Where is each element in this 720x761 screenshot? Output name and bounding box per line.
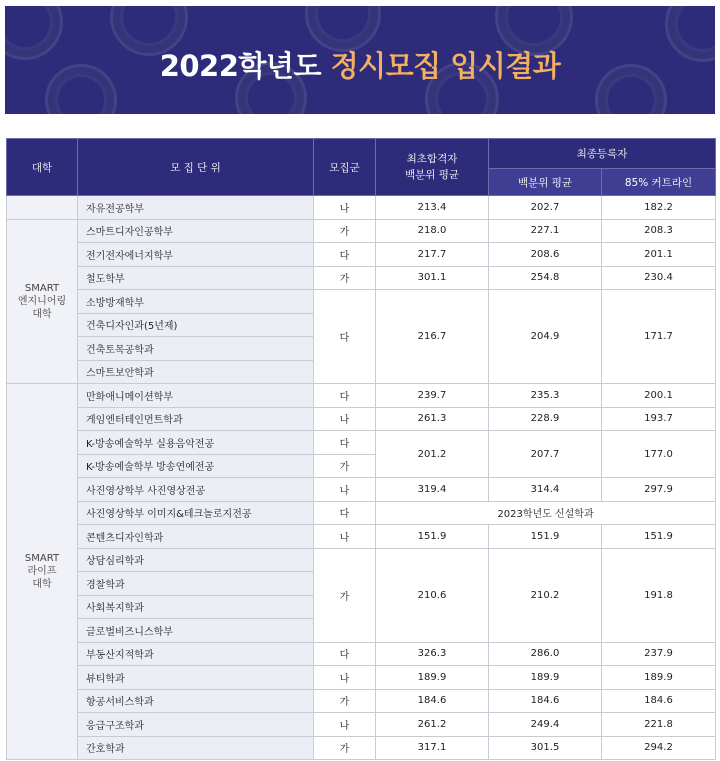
- unit-cell: 게임엔터테인먼트학과: [78, 407, 314, 431]
- registered-avg-cell: 208.6: [489, 243, 602, 267]
- first-pass-cell: 218.0: [376, 219, 489, 243]
- registered-cut-cell: 193.7: [602, 407, 716, 431]
- unit-cell: 콘텐츠디자인학과: [78, 525, 314, 549]
- unit-cell: 경찰학과: [78, 572, 314, 596]
- group-cell: 나: [314, 525, 376, 549]
- registered-avg-cell: 249.4: [489, 713, 602, 737]
- table-row: [7, 736, 716, 760]
- unit-cell: K-방송예술학부 실용음악전공: [78, 431, 314, 455]
- registered-avg-cell: 314.4: [489, 478, 602, 502]
- unit-cell: 전기전자에너지학부: [78, 243, 314, 267]
- table-row: [7, 478, 716, 502]
- college-cell-engineering: SMART 엔지니어링 대학: [7, 219, 78, 384]
- unit-cell: 건축디자인과(5년제): [78, 313, 314, 337]
- registered-avg-cell: 207.7: [489, 431, 602, 478]
- group-cell: 가: [314, 548, 376, 642]
- header-unit: 모 집 단 위: [78, 139, 314, 196]
- registered-avg-cell: 301.5: [489, 736, 602, 760]
- first-pass-cell: 319.4: [376, 478, 489, 502]
- registered-cut-cell: 201.1: [602, 243, 716, 267]
- header-group: 모집군: [314, 139, 376, 196]
- title-banner: [5, 6, 715, 114]
- registered-avg-cell: 151.9: [489, 525, 602, 549]
- registered-avg-cell: 189.9: [489, 666, 602, 690]
- group-cell: 다: [314, 501, 376, 525]
- unit-cell: 소방방재학부: [78, 290, 314, 314]
- title-main: 정시모집 입시결과: [330, 49, 561, 83]
- header-registered: 최종등록자: [489, 139, 716, 169]
- table-row: [7, 219, 716, 243]
- table-row: [7, 290, 716, 314]
- registered-avg-cell: 235.3: [489, 384, 602, 408]
- unit-cell: 뷰티학과: [78, 666, 314, 690]
- group-cell: 가: [314, 454, 376, 478]
- group-cell: 다: [314, 431, 376, 455]
- table-row: [7, 196, 716, 220]
- unit-cell: K-방송예술학부 방송연예전공: [78, 454, 314, 478]
- unit-cell: 건축토목공학과: [78, 337, 314, 361]
- registered-avg-cell: 210.2: [489, 548, 602, 642]
- first-pass-cell: 151.9: [376, 525, 489, 549]
- registered-cut-cell: 191.8: [602, 548, 716, 642]
- first-pass-cell: 189.9: [376, 666, 489, 690]
- registered-avg-cell: 204.9: [489, 290, 602, 384]
- group-cell: 다: [314, 384, 376, 408]
- group-cell: 다: [314, 642, 376, 666]
- group-cell: 가: [314, 736, 376, 760]
- group-cell: 다: [314, 290, 376, 384]
- unit-cell: 만화애니메이션학부: [78, 384, 314, 408]
- first-pass-cell: 201.2: [376, 431, 489, 478]
- registered-cut-cell: 200.1: [602, 384, 716, 408]
- first-pass-cell: 216.7: [376, 290, 489, 384]
- first-pass-cell: 261.3: [376, 407, 489, 431]
- registered-cut-cell: 189.9: [602, 666, 716, 690]
- unit-cell: 철도학부: [78, 266, 314, 290]
- registered-avg-cell: 286.0: [489, 642, 602, 666]
- unit-cell: 사진영상학부 이미지&테크놀로지전공: [78, 501, 314, 525]
- table-row: [7, 407, 716, 431]
- registered-cut-cell: 182.2: [602, 196, 716, 220]
- unit-cell: 스마트디자인공학부: [78, 219, 314, 243]
- unit-cell: 항공서비스학과: [78, 689, 314, 713]
- registered-avg-cell: 254.8: [489, 266, 602, 290]
- table-row: [7, 501, 716, 525]
- unit-cell: 글로벌비즈니스학부: [78, 619, 314, 643]
- first-pass-cell: 261.2: [376, 713, 489, 737]
- unit-cell: 응급구조학과: [78, 713, 314, 737]
- registered-cut-cell: 297.9: [602, 478, 716, 502]
- unit-cell: 간호학과: [78, 736, 314, 760]
- unit-cell: 스마트보안학과: [78, 360, 314, 384]
- unit-cell: 부동산지적학과: [78, 642, 314, 666]
- registered-avg-cell: 202.7: [489, 196, 602, 220]
- table-row: [7, 266, 716, 290]
- first-pass-cell: 317.1: [376, 736, 489, 760]
- group-cell: 가: [314, 266, 376, 290]
- registered-avg-cell: 228.9: [489, 407, 602, 431]
- group-cell: 나: [314, 713, 376, 737]
- unit-cell: 사진영상학부 사진영상전공: [78, 478, 314, 502]
- registered-cut-cell: 151.9: [602, 525, 716, 549]
- table-row: [7, 666, 716, 690]
- unit-cell: 상담심리학과: [78, 548, 314, 572]
- first-pass-cell: 301.1: [376, 266, 489, 290]
- college-cell-empty: [7, 196, 78, 220]
- registered-cut-cell: 171.7: [602, 290, 716, 384]
- registered-cut-cell: 237.9: [602, 642, 716, 666]
- table-row: [7, 384, 716, 408]
- group-cell: 다: [314, 243, 376, 267]
- table-row: [7, 689, 716, 713]
- registered-cut-cell: 208.3: [602, 219, 716, 243]
- header-first-pass-line1: 최초합격자: [406, 153, 458, 165]
- header-college: 대학: [7, 139, 78, 196]
- table-row: [7, 642, 716, 666]
- table-row: [7, 713, 716, 737]
- table-row: [7, 525, 716, 549]
- first-pass-cell: 239.7: [376, 384, 489, 408]
- new-department-note: 2023학년도 신설학과: [376, 501, 716, 525]
- group-cell: 나: [314, 478, 376, 502]
- group-cell: 가: [314, 689, 376, 713]
- registered-cut-cell: 230.4: [602, 266, 716, 290]
- header-first-pass-line2: 백분위 평균: [404, 169, 460, 181]
- group-cell: 나: [314, 666, 376, 690]
- first-pass-cell: 184.6: [376, 689, 489, 713]
- registered-cut-cell: 177.0: [602, 431, 716, 478]
- group-cell: 나: [314, 407, 376, 431]
- title-year: 2022학년도: [159, 49, 321, 83]
- table-row: [7, 548, 716, 572]
- group-cell: 나: [314, 196, 376, 220]
- first-pass-cell: 210.6: [376, 548, 489, 642]
- table-row: [7, 243, 716, 267]
- unit-cell: 사회복지학과: [78, 595, 314, 619]
- registered-cut-cell: 294.2: [602, 736, 716, 760]
- admission-results-table: [6, 138, 716, 760]
- header-first-pass: [376, 139, 489, 196]
- first-pass-cell: 213.4: [376, 196, 489, 220]
- college-cell-life: SMART 라이프 대학: [7, 384, 78, 760]
- group-cell: 가: [314, 219, 376, 243]
- first-pass-cell: 326.3: [376, 642, 489, 666]
- first-pass-cell: 217.7: [376, 243, 489, 267]
- registered-avg-cell: 184.6: [489, 689, 602, 713]
- header-registered-cut: 85% 커트라인: [602, 169, 716, 196]
- registered-cut-cell: 184.6: [602, 689, 716, 713]
- registered-cut-cell: 221.8: [602, 713, 716, 737]
- unit-cell: 자유전공학부: [78, 196, 314, 220]
- header-registered-avg: 백분위 평균: [489, 169, 602, 196]
- registered-avg-cell: 227.1: [489, 219, 602, 243]
- table-row: [7, 431, 716, 455]
- page-title: [5, 44, 715, 85]
